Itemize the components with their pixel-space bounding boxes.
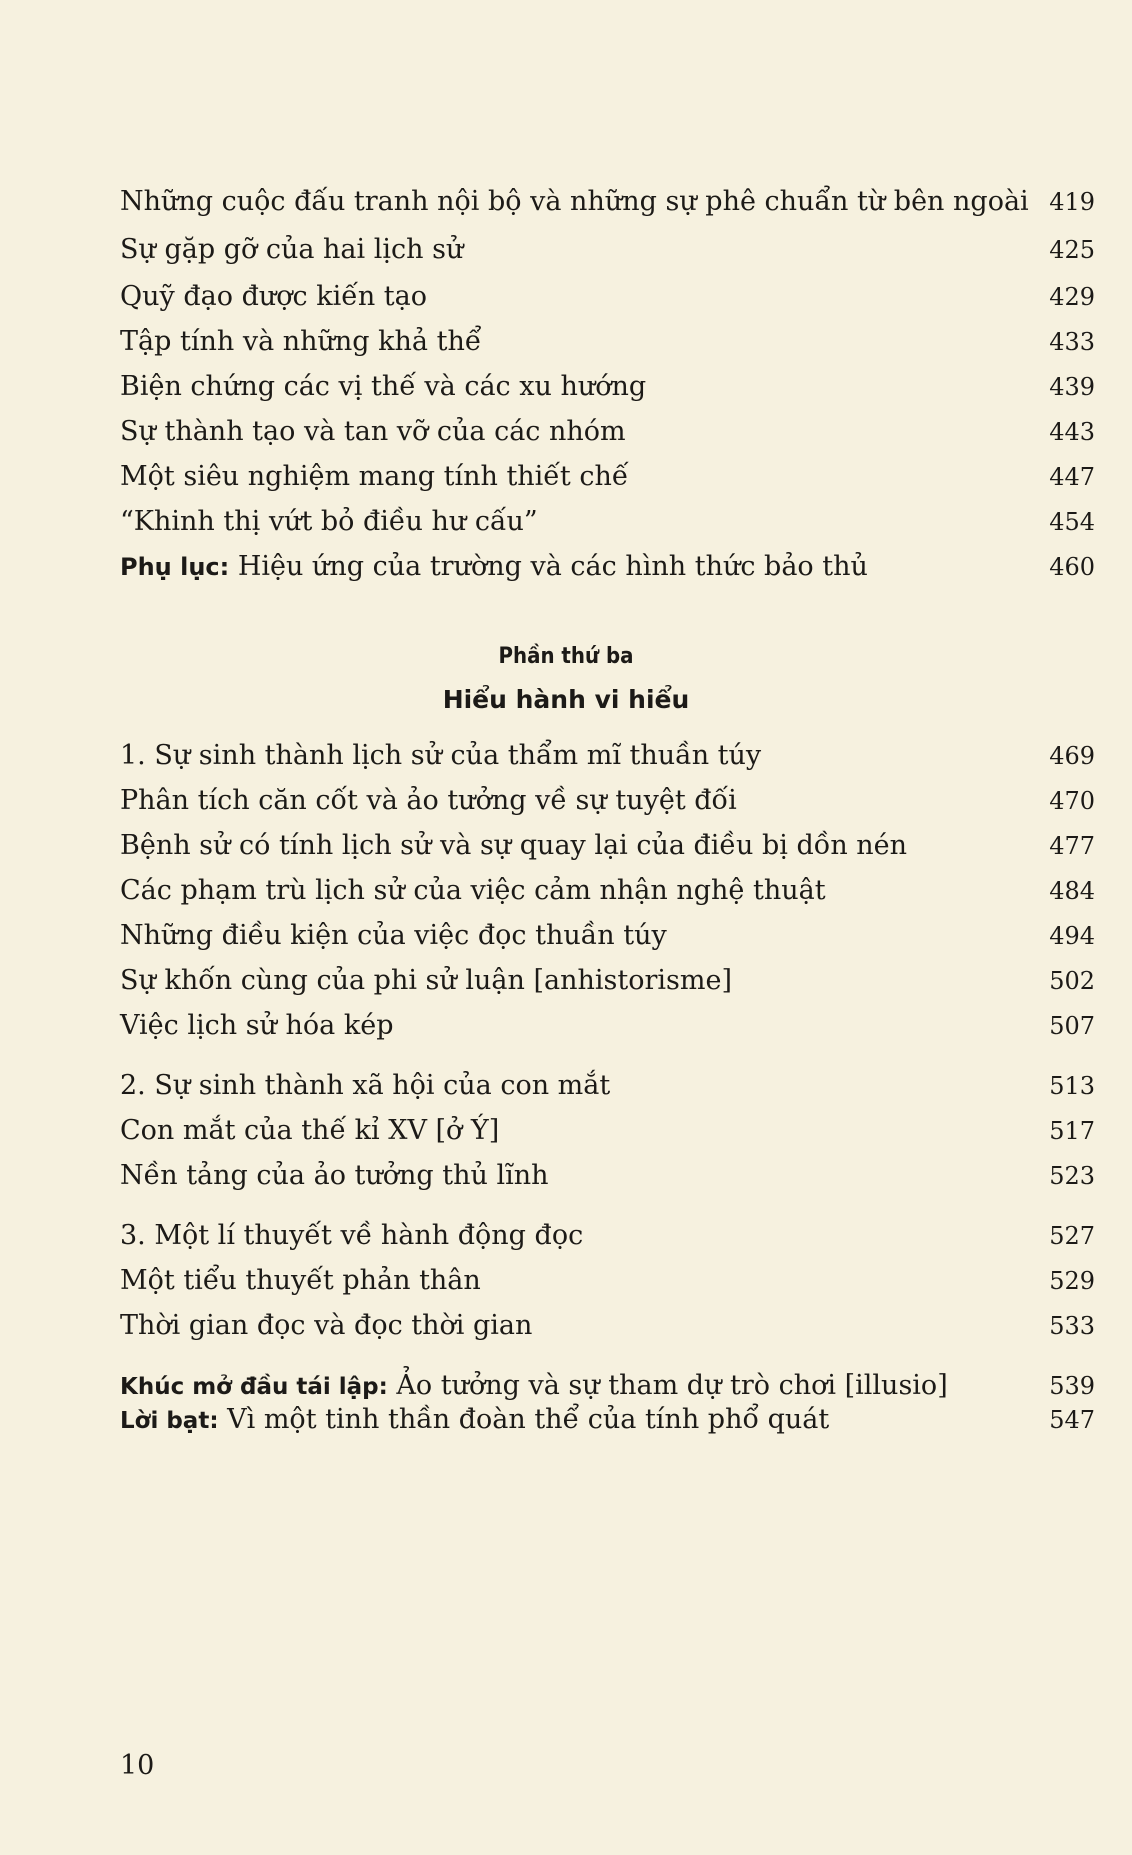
toc-entry: [120, 916, 1095, 956]
toc-entry-title: Sự thành tạo và tan vỡ của các nhóm: [120, 416, 626, 447]
toc-entry-page: 439: [1049, 373, 1095, 401]
toc-entry-title: Một siêu nghiệm mang tính thiết chế: [120, 461, 629, 492]
toc-entry-page: 469: [1049, 742, 1095, 770]
toc-entry: [120, 502, 1095, 542]
toc-entry-page: 507: [1049, 1012, 1095, 1040]
toc-entry-appendix: [120, 547, 1095, 587]
toc-entry-page: 527: [1049, 1222, 1095, 1250]
toc-entry-page: 533: [1049, 1312, 1095, 1340]
toc-entry-title: [120, 1400, 829, 1441]
toc-entry-title: Những cuộc đấu tranh nội bộ và những sự phê chuẩn từ bên ngoài: [120, 186, 1029, 217]
toc-entry-page: 460: [1049, 553, 1095, 581]
toc-entry-title: [120, 547, 868, 587]
toc-entry-title: Nền tảng của ảo tưởng thủ lĩnh: [120, 1160, 549, 1191]
prelude-label: Khúc mở đầu tái lập:: [120, 1374, 388, 1400]
toc-entry: [120, 230, 1095, 270]
toc-entry: [120, 826, 1095, 866]
toc-entry-title: Tập tính và những khả thể: [120, 326, 482, 357]
toc-entry-page: 477: [1049, 832, 1095, 860]
toc-chapter: [120, 1216, 1095, 1256]
toc-entry-title: Biện chứng các vị thế và các xu hướng: [120, 371, 647, 402]
postscript-label: Lời bạt:: [120, 1408, 219, 1434]
toc-entry-page: 447: [1049, 463, 1095, 491]
toc-entry-postscript: [120, 1400, 1095, 1440]
toc-entry-page: 429: [1049, 283, 1095, 311]
toc-chapter: [120, 736, 1095, 776]
toc-entry: [120, 1306, 1095, 1346]
toc-entry-page: 517: [1049, 1117, 1095, 1145]
toc-entry: [120, 871, 1095, 911]
toc-entry-title: Việc lịch sử hóa kép: [120, 1010, 394, 1041]
appendix-title: Hiệu ứng của trường và các hình thức bảo thủ: [229, 551, 868, 582]
toc-entry-page: 454: [1049, 508, 1095, 536]
toc-entry: [120, 961, 1095, 1001]
toc-entry-page: 494: [1049, 922, 1095, 950]
toc-entry-title: Phân tích căn cốt và ảo tưởng về sự tuyệt đối: [120, 785, 737, 816]
toc-entry: [120, 1006, 1095, 1046]
toc-entry-title: Những điều kiện của việc đọc thuần túy: [120, 920, 667, 951]
toc-entry: [120, 457, 1095, 497]
prelude-title: Ảo tưởng và sự tham dự trò chơi [illusio]: [387, 1370, 948, 1401]
page-number: 10: [120, 1750, 155, 1781]
toc-entry-page: 419: [1049, 188, 1095, 216]
toc-entry-title: Quỹ đạo được kiến tạo: [120, 281, 427, 312]
toc-entry-page: 539: [1049, 1372, 1095, 1400]
toc-entry-title: Sự khốn cùng của phi sử luận [anhistorisme]: [120, 965, 732, 996]
toc-entry: [120, 1261, 1095, 1301]
toc-entry-title: “Khinh thị vứt bỏ điều hư cấu”: [120, 506, 538, 537]
toc-entry-page: 529: [1049, 1267, 1095, 1295]
toc-entry: [120, 367, 1095, 407]
toc-chapter: [120, 1066, 1095, 1106]
toc-entry: [120, 781, 1095, 821]
postscript-title: Vì một tinh thần đoàn thể của tính phổ quát: [218, 1404, 830, 1435]
toc-entry-page: 502: [1049, 967, 1095, 995]
toc-entry-title: Sự gặp gỡ của hai lịch sử: [120, 234, 464, 265]
toc-entry: [120, 1156, 1095, 1196]
toc-entry: [120, 182, 1095, 222]
toc-entry-page: 443: [1049, 418, 1095, 446]
chapter-title: 3. Một lí thuyết về hành động đọc: [120, 1220, 584, 1251]
toc-entry-page: 484: [1049, 877, 1095, 905]
toc-entry-title: Các phạm trù lịch sử của việc cảm nhận nghệ thuật: [120, 875, 826, 906]
toc-entry-title: Thời gian đọc và đọc thời gian: [120, 1310, 533, 1341]
toc-entry-page: 523: [1049, 1162, 1095, 1190]
toc-entry-title: Bệnh sử có tính lịch sử và sự quay lại của điều bị dồn nén: [120, 830, 908, 861]
part-title: Hiểu hành vi hiểu: [442, 685, 690, 714]
appendix-label: Phụ lục:: [120, 553, 230, 581]
toc-entry: [120, 412, 1095, 452]
toc-entry-page: 470: [1049, 787, 1095, 815]
part-label: Phần thứ ba: [498, 644, 634, 669]
toc-entry-page: 547: [1049, 1406, 1095, 1434]
toc-entry-title: Một tiểu thuyết phản thân: [120, 1265, 481, 1296]
toc-entry: [120, 277, 1095, 317]
toc-entry-page: 513: [1049, 1072, 1095, 1100]
chapter-title: 2. Sự sinh thành xã hội của con mắt: [120, 1070, 611, 1101]
chapter-title: 1. Sự sinh thành lịch sử của thẩm mĩ thuần túy: [120, 740, 762, 771]
toc-entry-page: 433: [1049, 328, 1095, 356]
toc-entry-title: Con mắt của thế kỉ XV [ở Ý]: [120, 1115, 500, 1146]
toc-entry: [120, 322, 1095, 362]
toc-entry: [120, 1111, 1095, 1151]
toc-entry-page: 425: [1049, 236, 1095, 264]
